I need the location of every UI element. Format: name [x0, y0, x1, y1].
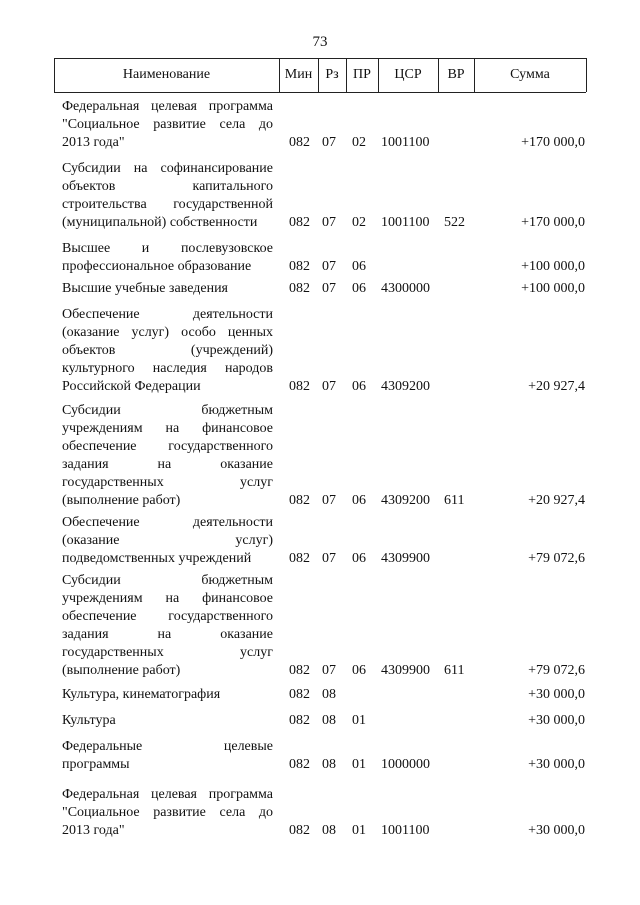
row-vr: 611	[444, 493, 465, 508]
row-name-line: обеспечение государственного	[62, 439, 273, 454]
row-sum: +79 072,6	[528, 551, 585, 566]
row-csr: 4300000	[381, 281, 430, 296]
row-sum: +30 000,0	[528, 713, 585, 728]
row-name-line: государственных услуг	[62, 475, 273, 490]
row-name-line: Обеспечение деятельности	[62, 515, 273, 530]
row-name-line: Федеральная целевая программа	[62, 787, 273, 802]
row-name-line: строительства государственной	[62, 197, 273, 212]
row-sum: +30 000,0	[528, 687, 585, 702]
row-name-line: задания на оказание	[62, 627, 273, 642]
row-rz: 07	[322, 493, 336, 508]
row-min: 082	[289, 757, 310, 772]
row-min: 082	[289, 823, 310, 838]
row-min: 082	[289, 135, 310, 150]
row-rz: 08	[322, 757, 336, 772]
row-name-line: Российской Федерации	[62, 379, 201, 394]
row-rz: 07	[322, 663, 336, 678]
row-rz: 08	[322, 823, 336, 838]
header-rz: Рз	[325, 67, 339, 82]
row-csr: 4309200	[381, 379, 430, 394]
header-name: Наименование	[122, 67, 211, 82]
row-name-line: объектов (учреждений)	[62, 343, 273, 358]
row-csr: 4309900	[381, 663, 430, 678]
row-name	[62, 786, 273, 840]
row-name-line: Субсидии на софинансирование	[62, 161, 273, 176]
row-name-line: Высшие учебные заведения	[62, 281, 228, 296]
row-sum: +30 000,0	[528, 757, 585, 772]
row-csr: 1000000	[381, 757, 430, 772]
row-name-line: (оказание услуг) особо ценных	[62, 325, 273, 340]
header-csr: ЦСР	[394, 67, 422, 82]
row-name-line: культурного наследия народов	[62, 361, 273, 376]
row-name-line: учреждениям на финансовое	[62, 591, 273, 606]
row-pr: 06	[352, 259, 366, 274]
header-pr: ПР	[353, 67, 371, 82]
row-sum: +170 000,0	[521, 215, 585, 230]
row-sum: +30 000,0	[528, 823, 585, 838]
row-min: 082	[289, 259, 310, 274]
row-name-line: задания на оказание	[62, 457, 273, 472]
row-sum: +100 000,0	[521, 259, 585, 274]
row-rz: 07	[322, 215, 336, 230]
row-csr: 4309200	[381, 493, 430, 508]
row-name	[62, 402, 273, 510]
row-sum: +170 000,0	[521, 135, 585, 150]
row-min: 082	[289, 713, 310, 728]
row-name	[62, 572, 273, 680]
row-csr: 4309900	[381, 551, 430, 566]
row-name-line: Высшее и послевузовское	[62, 241, 273, 256]
row-min: 082	[289, 687, 310, 702]
row-sum: +20 927,4	[528, 493, 585, 508]
row-name	[62, 712, 273, 730]
row-name-line: подведомственных учреждений	[62, 551, 252, 566]
row-name-line: (выполнение работ)	[62, 493, 181, 508]
row-rz: 07	[322, 551, 336, 566]
header-sum: Сумма	[510, 67, 550, 82]
row-name-line: Обеспечение деятельности	[62, 307, 273, 322]
row-name	[62, 738, 273, 774]
row-sum: +100 000,0	[521, 281, 585, 296]
row-name-line: Субсидии бюджетным	[62, 573, 273, 588]
row-sum: +20 927,4	[528, 379, 585, 394]
row-name-line: Культура	[62, 713, 116, 728]
row-name-line: "Социальное развитие села до	[62, 805, 273, 820]
row-name	[62, 280, 273, 298]
row-name-line: профессиональное образование	[62, 259, 252, 274]
row-name-line: программы	[62, 757, 130, 772]
header-bottom-border	[54, 92, 586, 93]
row-pr: 01	[352, 823, 366, 838]
row-csr: 1001100	[381, 135, 430, 150]
page-number: 73	[312, 34, 328, 50]
row-min: 082	[289, 215, 310, 230]
row-pr: 06	[352, 493, 366, 508]
row-min: 082	[289, 551, 310, 566]
row-name	[62, 98, 273, 152]
row-min: 082	[289, 663, 310, 678]
row-name	[62, 686, 273, 704]
row-vr: 611	[444, 663, 465, 678]
row-csr: 1001100	[381, 823, 430, 838]
row-name-line: (оказание услуг)	[62, 533, 273, 548]
row-name-line: учреждениям на финансовое	[62, 421, 273, 436]
header-min: Мин	[284, 67, 313, 82]
row-name-line: государственных услуг	[62, 645, 273, 660]
row-name-line: Субсидии бюджетным	[62, 403, 273, 418]
row-name-line: 2013 года"	[62, 823, 125, 838]
row-rz: 07	[322, 281, 336, 296]
row-name-line: обеспечение государственного	[62, 609, 273, 624]
row-pr: 06	[352, 281, 366, 296]
row-pr: 02	[352, 135, 366, 150]
row-min: 082	[289, 379, 310, 394]
row-min: 082	[289, 493, 310, 508]
row-name	[62, 306, 273, 396]
row-pr: 06	[352, 663, 366, 678]
row-rz: 08	[322, 713, 336, 728]
row-pr: 01	[352, 713, 366, 728]
header-vr: ВР	[447, 67, 465, 82]
row-name-line: Федеральные целевые	[62, 739, 273, 754]
header-divider	[586, 58, 587, 92]
row-rz: 07	[322, 135, 336, 150]
row-name	[62, 514, 273, 568]
row-vr: 522	[444, 215, 465, 230]
row-name-line: "Социальное развитие села до	[62, 117, 273, 132]
row-name	[62, 160, 273, 232]
row-rz: 08	[322, 687, 336, 702]
row-name-line: объектов капитального	[62, 179, 273, 194]
row-rz: 07	[322, 259, 336, 274]
row-name-line: Федеральная целевая программа	[62, 99, 273, 114]
row-name-line: (муниципальной) собственности	[62, 215, 258, 230]
row-name-line: Культура, кинематография	[62, 687, 221, 702]
row-pr: 06	[352, 551, 366, 566]
row-pr: 01	[352, 757, 366, 772]
row-name-line: (выполнение работ)	[62, 663, 181, 678]
row-name-line: 2013 года"	[62, 135, 125, 150]
row-rz: 07	[322, 379, 336, 394]
row-pr: 06	[352, 379, 366, 394]
row-sum: +79 072,6	[528, 663, 585, 678]
row-csr: 1001100	[381, 215, 430, 230]
row-name	[62, 240, 273, 276]
row-pr: 02	[352, 215, 366, 230]
row-min: 082	[289, 281, 310, 296]
